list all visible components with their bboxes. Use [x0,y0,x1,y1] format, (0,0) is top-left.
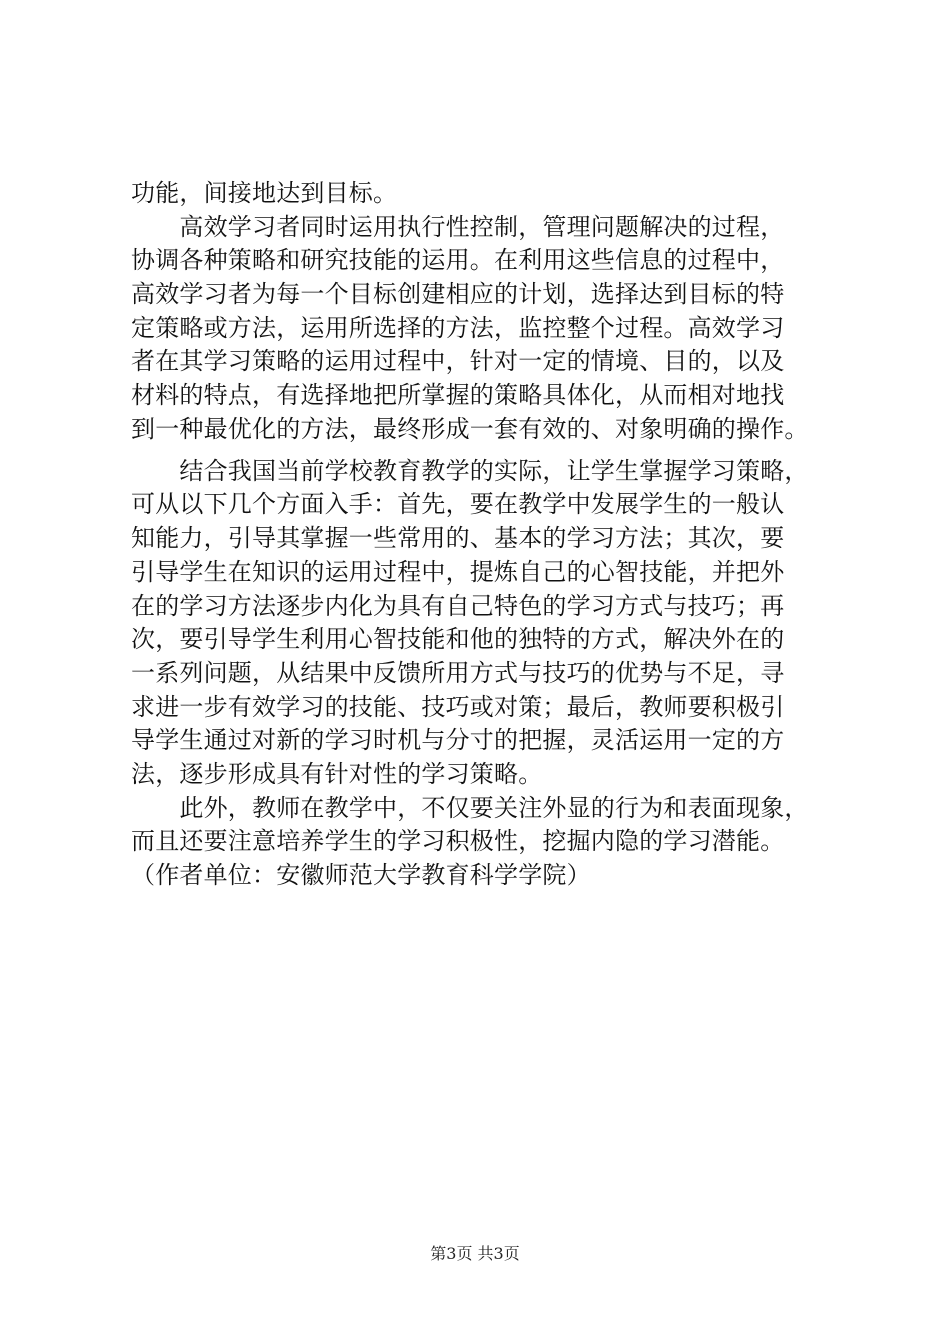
text-line: 功能，间接地达到目标。 [131,179,398,207]
text-line: 导学生通过对新的学习时机与分寸的把握，灵活运用一定的方 [131,726,785,754]
text-line: 定策略或方法，运用所选择的方法，监控整个过程。高效学习 [131,314,785,342]
text-line: 而且还要注意培养学生的学习积极性，挖掘内隐的学习潜能。 [131,827,785,855]
text-line: 此外，教师在教学中，不仅要关注外显的行为和表面现象， [131,794,809,822]
text-line: 知能力，引导其掌握一些常用的、基本的学习方法；其次，要 [131,524,785,552]
text-line: 结合我国当前学校教育教学的实际，让学生掌握学习策略， [131,457,809,485]
page-footer: 第3页 共3页 [430,1244,520,1263]
text-line: 法，逐步形成具有针对性的学习策略。 [131,760,543,788]
text-line: 协调各种策略和研究技能的运用。在利用这些信息的过程中， [131,246,785,274]
text-line: 在的学习方法逐步内化为具有自己特色的学习方式与技巧；再 [131,592,785,620]
author-affiliation: （作者单位：安徽师范大学教育科学学院） [131,861,591,889]
text-line: 一系列问题，从结果中反馈所用方式与技巧的优势与不足，寻 [131,659,785,687]
text-line: 引导学生在知识的运用过程中，提炼自己的心智技能，并把外 [131,558,785,586]
text-line: 可从以下几个方面入手：首先，要在教学中发展学生的一般认 [131,490,785,518]
text-line: 高效学习者为每一个目标创建相应的计划，选择达到目标的特 [131,280,785,308]
text-line: 求进一步有效学习的技能、技巧或对策；最后，教师要积极引 [131,693,785,721]
text-line: 高效学习者同时运用执行性控制，管理问题解决的过程， [131,213,785,241]
text-line: 到一种最优化的方法，最终形成一套有效的、对象明确的操作。 [131,415,809,443]
text-line: 次，要引导学生利用心智技能和他的独特的方式，解决外在的 [131,625,785,653]
text-line: 材料的特点，有选择地把所掌握的策略具体化，从而相对地找 [131,381,785,409]
text-line: 者在其学习策略的运用过程中，针对一定的情境、目的，以及 [131,347,785,375]
